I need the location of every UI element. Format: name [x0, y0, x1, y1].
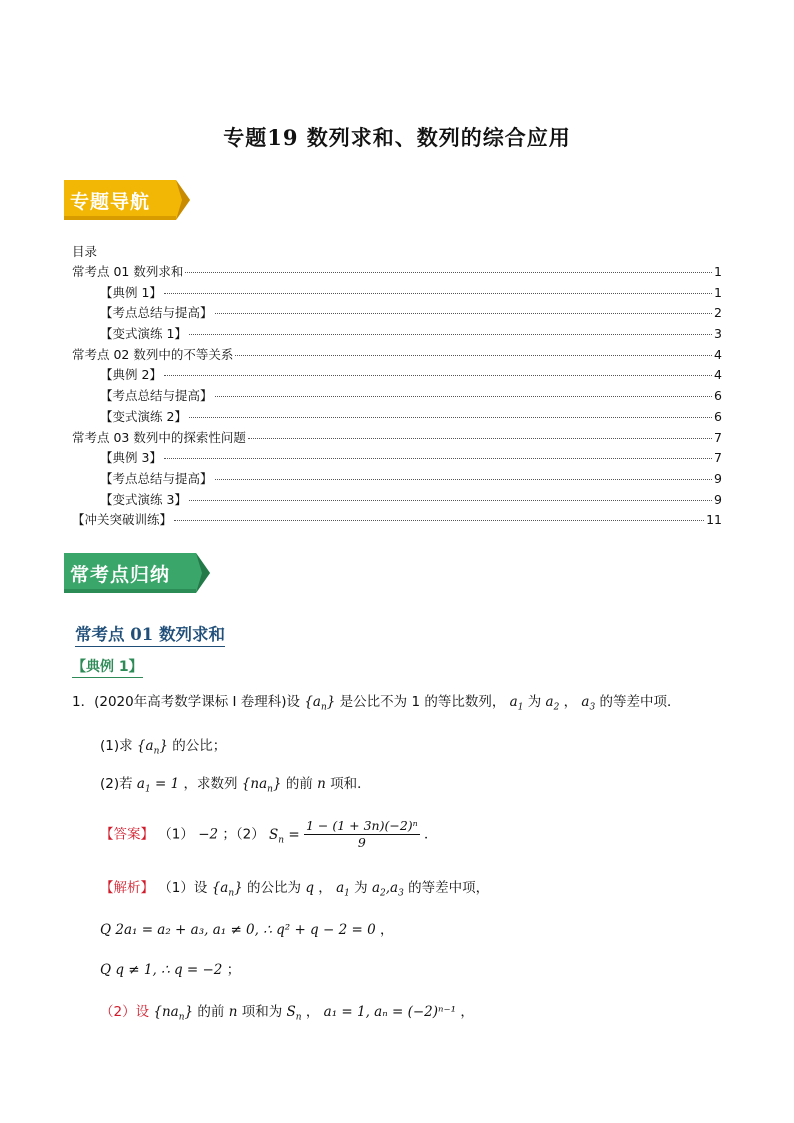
solution-line-2 — [100, 918, 393, 938]
toc-entry-page: 1 — [714, 284, 722, 300]
toc-entry-label: 【典例 2】 — [100, 367, 162, 383]
solution-line-1 — [100, 876, 489, 899]
toc-entry-label: 【变式演练 3】 — [100, 491, 187, 507]
seq-an: $\{a_n\}$ — [136, 738, 168, 757]
sol1-b: 的公比为 — [247, 880, 302, 896]
seq-nan: $\{na_n\}$ — [153, 1004, 194, 1023]
toc-leader-dots — [189, 500, 712, 501]
sol2-end: ， — [379, 922, 394, 938]
toc-leader-dots — [215, 396, 713, 397]
toc-leader-dots — [174, 520, 704, 521]
q2-mid: ，求数列 — [183, 776, 238, 792]
question-2 — [100, 772, 371, 795]
toc-entry[interactable] — [72, 386, 722, 407]
table-of-contents — [72, 242, 722, 531]
toc-entry[interactable] — [72, 283, 722, 304]
toc-leader-dots — [248, 438, 712, 439]
seq-nan: $\{na_n\}$ — [241, 776, 282, 795]
toc-entry[interactable] — [72, 448, 722, 469]
toc-entry-label: 常考点 03 数列中的探索性问题 — [72, 429, 246, 445]
toc-entry-label: 【考点总结与提高】 — [100, 470, 213, 486]
var-q: q — [305, 880, 314, 896]
toc-entry[interactable] — [72, 428, 722, 449]
answer-end: ． — [424, 826, 438, 843]
q1-suffix: 的公比； — [172, 738, 227, 754]
q2-prefix: (2)若 — [100, 776, 133, 792]
toc-entry-page: 11 — [706, 512, 722, 528]
problem-mid2: 为 — [527, 694, 542, 710]
q2-suffix: 项和． — [330, 776, 371, 792]
sol1-e: 的等差中项， — [408, 880, 490, 896]
term-a2: $a_2$ — [545, 694, 560, 713]
toc-leader-dots — [215, 313, 713, 314]
toc-entry[interactable] — [72, 324, 722, 345]
question-1 — [100, 734, 226, 757]
fraction-numerator: 1 − (1 + 3n)(−2)ⁿ — [305, 818, 418, 833]
term-a3: $a_3$ — [581, 694, 596, 713]
problem-stem — [72, 690, 681, 713]
banner-summary-label: 常考点归纳 — [70, 564, 171, 586]
seq-an: $\{a_n\}$ — [211, 880, 243, 899]
term-a1: $a_1$ — [509, 694, 524, 713]
toc-entry-page: 4 — [714, 367, 722, 383]
var-n: n — [228, 1004, 238, 1020]
var-n: n — [317, 776, 326, 792]
answer-line — [100, 818, 438, 851]
toc-entry-page: 3 — [714, 326, 722, 342]
toc-entry[interactable] — [72, 407, 722, 428]
sol2-equation: Q 2a₁ = a₂ + a₃, a₁ ≠ 0, ∴ q² + q − 2 = 0 — [100, 922, 376, 938]
example-label: 【典例 1】 — [72, 656, 143, 678]
sol3-equation: Q q ≠ 1, ∴ q = −2 — [100, 962, 223, 978]
toc-entry[interactable] — [72, 303, 722, 324]
answer-label: 【答案】 — [100, 826, 154, 843]
toc-entry-page: 7 — [714, 450, 722, 466]
sol4-end: ， — [460, 1004, 474, 1020]
sol4-a: （2）设 — [100, 1004, 150, 1020]
answer-part1: （1） — [158, 826, 194, 843]
sol3-end: ； — [226, 962, 241, 978]
problem-suffix: 的等差中项． — [599, 694, 681, 710]
toc-entry-label: 【变式演练 1】 — [100, 326, 187, 342]
answer-part1-value: −2 — [198, 826, 219, 843]
toc-entry-page: 6 — [714, 408, 722, 424]
toc-entry-page: 9 — [714, 491, 722, 507]
term-a2a3: $a_2,a_3$ — [371, 880, 404, 899]
toc-leader-dots — [164, 293, 712, 294]
banner-nav-label: 专题导航 — [70, 191, 151, 213]
toc-leader-dots — [164, 458, 712, 459]
toc-entry[interactable] — [72, 365, 722, 386]
answer-sep: ；（2） — [222, 826, 265, 843]
toc-leader-dots — [235, 355, 712, 356]
term-a1: $a_1$ — [336, 880, 350, 899]
toc-entry[interactable] — [72, 345, 722, 366]
toc-entry-page: 2 — [714, 305, 722, 321]
toc-entry-label: 【冲关突破训练】 — [72, 512, 173, 528]
section-banner-nav — [64, 180, 190, 220]
q2-mid2: 的前 — [285, 776, 313, 792]
toc-heading: 目录 — [72, 244, 98, 259]
toc-leader-dots — [185, 272, 712, 273]
section-banner-summary — [64, 553, 210, 593]
toc-entry[interactable] — [72, 510, 722, 531]
problem-mid: 是公比不为 1 的等比数列， — [339, 694, 506, 710]
toc-leader-dots — [215, 479, 713, 480]
toc-entry[interactable] — [72, 469, 722, 490]
sol1-c: ， — [318, 880, 332, 896]
sol1-d: 为 — [354, 880, 368, 896]
toc-leader-dots — [189, 417, 712, 418]
toc-leader-dots — [189, 334, 712, 335]
toc-entry-label: 常考点 02 数列中的不等关系 — [72, 346, 234, 362]
section-heading: 常考点 01 数列求和 — [75, 621, 225, 647]
cond-a1: $a_1 = 1$ — [136, 776, 180, 795]
toc-leader-dots — [164, 375, 712, 376]
solution-line-3 — [100, 958, 240, 978]
toc-entry-page: 9 — [714, 470, 722, 486]
problem-mid3: ， — [563, 694, 578, 710]
sol1-a: （1）设 — [158, 880, 208, 896]
toc-entry-page: 6 — [714, 388, 722, 404]
problem-prefix: 1．(2020年高考数学课标 I 卷理科)设 — [72, 694, 301, 710]
fraction-denominator: 9 — [357, 835, 366, 850]
seq-an: $\{a_n\}$ — [304, 694, 336, 713]
toc-entry-label: 常考点 01 数列求和 — [72, 264, 184, 279]
toc-entry-label: 【变式演练 2】 — [100, 408, 187, 424]
sol4-equation: a₁ = 1, aₙ = (−2)ⁿ⁻¹ — [323, 1004, 457, 1020]
var-sn: $S_n$ — [286, 1004, 302, 1023]
sol4-c: 项和为 — [241, 1004, 283, 1020]
toc-entry[interactable] — [72, 262, 722, 283]
toc-entry[interactable] — [72, 490, 722, 511]
q1-prefix: (1)求 — [100, 738, 133, 754]
page-title: 专题19 数列求和、数列的综合应用 — [223, 125, 571, 150]
sol4-b: 的前 — [197, 1004, 225, 1020]
sol4-d: ， — [305, 1004, 320, 1020]
toc-entry-label: 【考点总结与提高】 — [100, 388, 213, 404]
toc-entry-page: 4 — [714, 346, 722, 362]
toc-entry-page: 1 — [714, 264, 722, 279]
toc-entry-label: 【考点总结与提高】 — [100, 305, 213, 321]
answer-fraction — [304, 818, 420, 851]
toc-entry-label: 【典例 3】 — [100, 450, 162, 466]
toc-entry-label: 【典例 1】 — [100, 284, 162, 300]
toc-entry-page: 7 — [714, 429, 722, 445]
answer-sn: $S_n$ = — [269, 826, 300, 846]
solution-line-4 — [100, 1000, 474, 1023]
solution-label: 【解析】 — [100, 880, 154, 896]
